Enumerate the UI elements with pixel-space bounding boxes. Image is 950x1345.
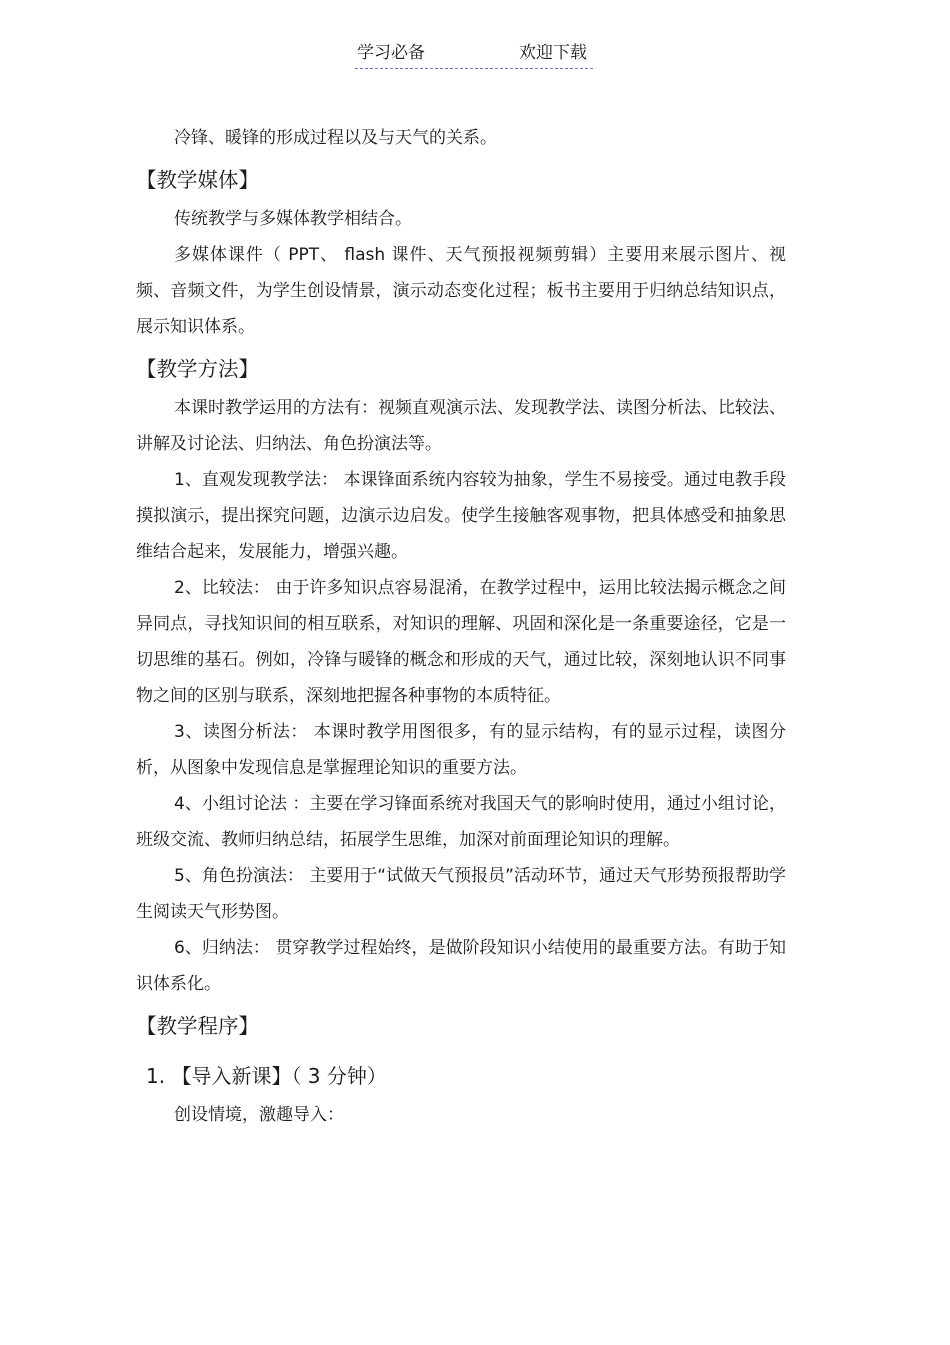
procedure-paragraph-1: 创设情境，激趣导入： bbox=[174, 1105, 344, 1125]
document-body bbox=[136, 120, 786, 1133]
section-heading-procedure: 【教学程序】 bbox=[136, 1014, 259, 1038]
method-6: 6、归纳法： 贯穿教学过程始终，是做阶段知识小结使用的最重要方法。有助于知识体系化。 bbox=[136, 938, 786, 994]
section-heading-methods: 【教学方法】 bbox=[136, 357, 259, 381]
method-5: 5、角色扮演法： 主要用于“试做天气预报员”活动环节，通过天气形势预报帮助学生阅读天气形势图。 bbox=[136, 866, 786, 922]
section-heading-media: 【教学媒体】 bbox=[136, 168, 259, 192]
media-paragraph-1: 传统教学与多媒体教学相结合。 bbox=[174, 209, 412, 229]
media-paragraph-2: 多媒体课件（ PPT、 flash 课件、天气预报视频剪辑）主要用来展示图片、视频、音频文件，为学生创设情景，演示动态变化过程；板书主要用于归纳总结知识点，展示知识体系。 bbox=[136, 245, 786, 337]
method-1: 1、直观发现教学法： 本课锋面系统内容较为抽象，学生不易接受。通过电教手段摸拟演示，提出探究问题，边演示边启发。使学生接触客观事物，把具体感受和抽象思维结合起来，发展能力，增强兴趣。 bbox=[136, 470, 786, 562]
header-left-text: 学习必备 bbox=[357, 43, 425, 63]
method-3: 3、读图分析法： 本课时教学用图很多，有的显示结构，有的显示过程，读图分析，从图象中发现信息是掌握理论知识的重要方法。 bbox=[136, 722, 786, 778]
intro-paragraph: 冷锋、暖锋的形成过程以及与天气的关系。 bbox=[174, 128, 497, 148]
page-header bbox=[355, 42, 593, 69]
procedure-item-1: 1. 【导入新课】（ 3 分钟） bbox=[146, 1064, 387, 1088]
method-4: 4、小组讨论法 ：主要在学习锋面系统对我国天气的影响时使用，通过小组讨论，班级交流、教师归纳总结，拓展学生思维，加深对前面理论知识的理解。 bbox=[136, 794, 786, 850]
header-right-text: 欢迎下载 bbox=[519, 43, 587, 63]
methods-summary: 本课时教学运用的方法有：视频直观演示法、发现教学法、读图分析法、比较法、讲解及讨论法、归纳法、角色扮演法等。 bbox=[136, 398, 786, 454]
method-2: 2、比较法： 由于许多知识点容易混淆，在教学过程中，运用比较法揭示概念之间异同点，寻找知识间的相互联系，对知识的理解、巩固和深化是一条重要途径，它是一切思维的基石。例如，冷锋与暖锋的概念和形成的天气，通过比较，深刻地认识不同事物之间的区别与联系，深刻地把握各种事物的本质特征。 bbox=[136, 578, 786, 706]
